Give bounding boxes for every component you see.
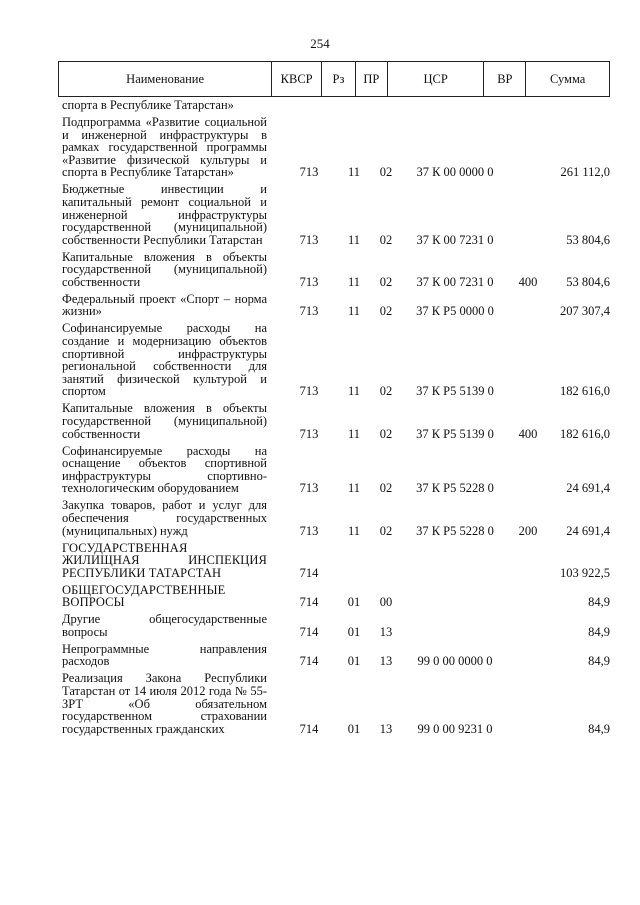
row-sum: 182 616,0 [560,384,610,399]
table-row [62,613,610,638]
row-csr: 99 0 00 0000 0 [417,654,493,669]
row-rz: 11 [347,523,361,538]
row-pr: 02 [379,384,393,399]
row-pr: 13 [379,654,393,669]
row-vr: 200 [518,523,538,538]
header-name: Наименование [126,71,205,86]
row-sum: 53 804,6 [566,232,610,247]
table-row [62,183,610,246]
row-rz: 11 [347,232,361,247]
header-rz: Рз [321,62,355,96]
row-rz: 11 [347,274,361,289]
row-kvsr: 713 [299,384,319,399]
row-rz: 01 [347,721,361,736]
row-pr: 02 [379,481,393,496]
row-kvsr: 713 [299,165,319,180]
row-pr: 02 [379,232,393,247]
row-kvsr: 713 [299,304,319,319]
row-rz: 11 [347,384,361,399]
row-sum: 84,9 [588,721,610,736]
row-vr: 400 [518,426,538,441]
row-sum: 24 691,4 [566,481,610,496]
table-row [62,643,610,668]
header-pr: ПР [355,62,387,96]
row-csr: 37 К 00 7231 0 [416,232,494,247]
table-row [62,402,610,440]
row-csr: 37 К 00 7231 0 [416,274,494,289]
row-sum: 84,9 [588,654,610,669]
row-csr: 37 К Р5 0000 0 [416,304,494,319]
row-name: Другие общегосударственные вопросы [62,612,267,639]
row-sum: 84,9 [588,624,610,639]
table-header [58,61,610,97]
row-sum: 261 112,0 [560,165,610,180]
row-rz: 11 [347,481,361,496]
row-name: ГОСУДАРСТВЕННАЯ ЖИЛИЩНАЯ ИНСПЕКЦИЯ РЕСПУБЛИКИ ТАТАРСТАН [62,540,267,580]
table-row [62,251,610,289]
row-kvsr: 714 [299,624,319,639]
table-row [62,445,610,495]
row-sum: 53 804,6 [566,274,610,289]
header-vr: ВР [483,62,525,96]
row-csr: 37 К Р5 5228 0 [416,481,494,496]
row-vr: 400 [518,274,538,289]
row-name: Непрограммные направления расходов [62,641,267,669]
table-row [62,672,610,735]
row-kvsr: 713 [299,232,319,247]
table-row [62,116,610,179]
row-name: Капитальные вложения в объекты государственной (муниципальной) собственности [62,401,267,441]
row-pr: 13 [379,721,393,736]
page-number: 254 [310,36,330,51]
row-csr: 99 0 00 9231 0 [417,721,493,736]
row-kvsr: 714 [299,654,319,669]
header-kvsr: КВСР [271,62,321,96]
row-csr: 37 К 00 0000 0 [416,165,494,180]
row-pr: 02 [379,274,393,289]
row-csr: 37 К Р5 5139 0 [416,384,494,399]
table-row [62,293,610,318]
row-kvsr: 713 [299,274,319,289]
row-rz: 01 [347,624,361,639]
row-sum: 24 691,4 [566,523,610,538]
row-name: Реализация Закона Республики Татарстан от 14 июля 2012 года № 55-ЗРТ «Об обязательном государственном страховании государственных гражданских [62,671,267,736]
row-name: Бюджетные инвестиции и капитальный ремонт социальной и инженерной инфраструктуры государственной (муниципальной) собственности Республики Татарстан [62,182,267,247]
row-pr: 02 [379,304,393,319]
row-name: Федеральный проект «Спорт – норма жизни» [62,291,267,319]
row-name: Закупка товаров, работ и услуг для обеспечения государственных (муниципальных) нужд [62,498,267,538]
row-name: Софинансируемые расходы на создание и модернизацию объектов спортивной инфраструктуры региональной собственности для занятий физической культурой и спортом [62,321,267,399]
row-kvsr: 714 [299,721,319,736]
row-name: Подпрограмма «Развитие социальной и инженерной инфраструктуры в рамках государственной программы «Развитие физической культуры и спорта в Республике Татарстан» [62,114,267,180]
row-pr: 00 [379,595,393,610]
row-kvsr: 714 [299,565,319,580]
row-name: ОБЩЕГОСУДАРСТВЕННЫЕ ВОПРОСЫ [62,582,226,610]
row-csr: 37 К Р5 5139 0 [416,426,494,441]
row-pr: 02 [379,523,393,538]
table-row [62,542,610,580]
table-row [62,584,610,609]
row-csr: 37 К Р5 5228 0 [416,523,494,538]
row-pr: 02 [379,426,393,441]
row-sum: 84,9 [588,595,610,610]
row-rz: 01 [347,595,361,610]
row-name: спорта в Республике Татарстан» [62,98,234,112]
row-sum: 207 307,4 [560,304,610,319]
row-kvsr: 713 [299,481,319,496]
row-rz: 11 [347,165,361,180]
table-body [62,99,610,740]
row-rz: 01 [347,654,361,669]
row-name: Капитальные вложения в объекты государственной (муниципальной) собственности [62,249,267,289]
table-row [62,322,610,398]
row-pr: 13 [379,624,393,639]
row-kvsr: 713 [299,523,319,538]
header-csr: ЦСР [387,62,484,96]
table-row [62,99,610,112]
row-rz: 11 [347,304,361,319]
row-sum: 182 616,0 [560,426,610,441]
table-row [62,499,610,537]
row-rz: 11 [347,426,361,441]
header-sum: Сумма [525,62,609,96]
row-kvsr: 713 [299,426,319,441]
row-name: Софинансируемые расходы на оснащение объектов спортивной инфраструктуры спортивно-технологическим оборудованием [62,443,267,496]
row-kvsr: 714 [299,595,319,610]
row-pr: 02 [379,165,393,180]
row-sum: 103 922,5 [560,565,610,580]
